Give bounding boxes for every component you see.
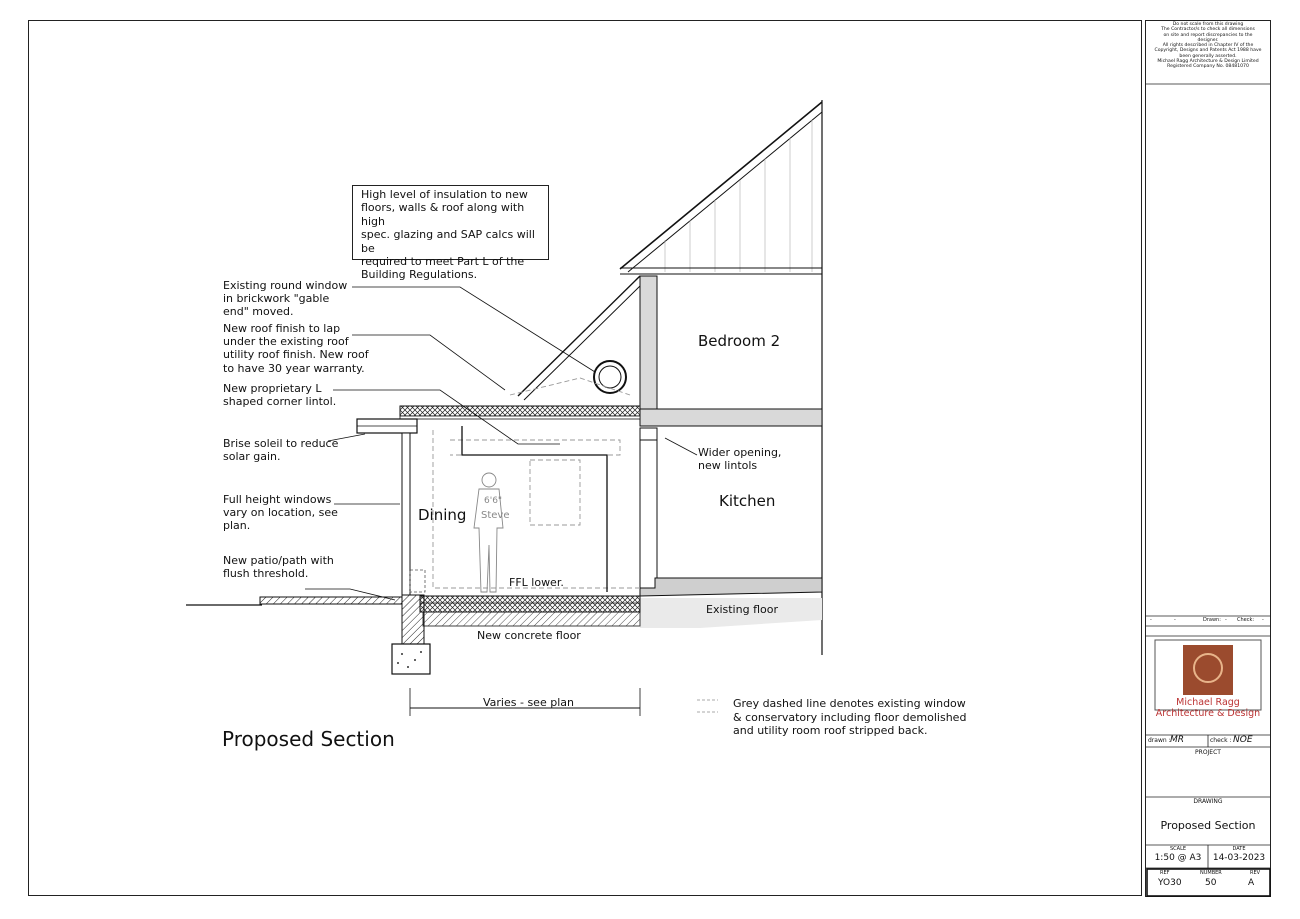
drawing-name: Proposed Section [1160,819,1256,832]
drawn-label: drawn : [1148,737,1171,744]
drawing-title: Proposed Section [222,727,395,751]
number-value: 50 [1205,878,1217,888]
drawn-value: MR [1170,735,1185,745]
ref-label: REF [1160,870,1170,876]
rev-value: A [1248,878,1255,888]
rev-label: REV [1250,870,1261,876]
figure-name: Steve [481,510,510,521]
insulation-note: High level of insulation to new floors, walls & roof along with high spec. glazing and SAP calcs will be required to meet Part L of the Building Regulations. [352,185,549,260]
drawing-label: DRAWING [1193,798,1223,805]
dimension-label: Varies - see plan [483,696,574,709]
project-label: PROJECT [1195,749,1221,756]
callout-round-window: Existing round window in brickwork "gable end" moved. [223,279,348,319]
number-label: NUMBER [1200,870,1222,876]
callout-patio: New patio/path with flush threshold. [223,554,334,581]
legend-note: Grey dashed line denotes existing window & conservatory including floor demolished and utility room roof stripped back. [733,697,967,738]
scale-label: SCALE [1169,846,1187,852]
callout-windows: Full height windows vary on location, see plan. [223,493,338,533]
check-label: check : [1210,737,1232,744]
room-bedroom: Bedroom 2 [698,332,781,350]
callout-roof-finish: New roof finish to lap under the existing roof utility roof finish. New roof to have 30 year warranty. [223,322,369,375]
company-subtitle: Architecture & Design [1155,708,1261,719]
room-kitchen: Kitchen [719,492,776,510]
ffl-label: FFL lower. [509,576,564,589]
existing-floor-label: Existing floor [706,603,778,616]
callout-wider-opening: Wider opening, new lintols [698,446,782,473]
company-name: Michael Ragg [1176,697,1240,708]
ref-value: YO30 [1158,878,1182,888]
callout-lintol: New proprietary L shaped corner lintol. [223,382,337,409]
callout-brise-soleil: Brise soleil to reduce solar gain. [223,437,339,464]
room-dining: Dining [418,506,467,524]
disclaimer: Do not scale from this drawing The Contractor/s to check all dimensions on site and report discrepancies to the designer. All rights described in Chapter IV of the Copyright, Designs and Patents Act 1988 have been generally asserted. Michael Ragg Architecture & Design Limited Registered Company No. 08481070 [1154,22,1262,70]
concrete-floor-label: New concrete floor [477,629,581,642]
date-value: 14-03-2023 [1212,853,1266,863]
scale-value: 1:50 @ A3 [1154,853,1202,863]
figure-height: 6'6" [484,496,503,506]
check-value: NOE [1233,735,1253,745]
date-label: DATE [1232,846,1246,852]
